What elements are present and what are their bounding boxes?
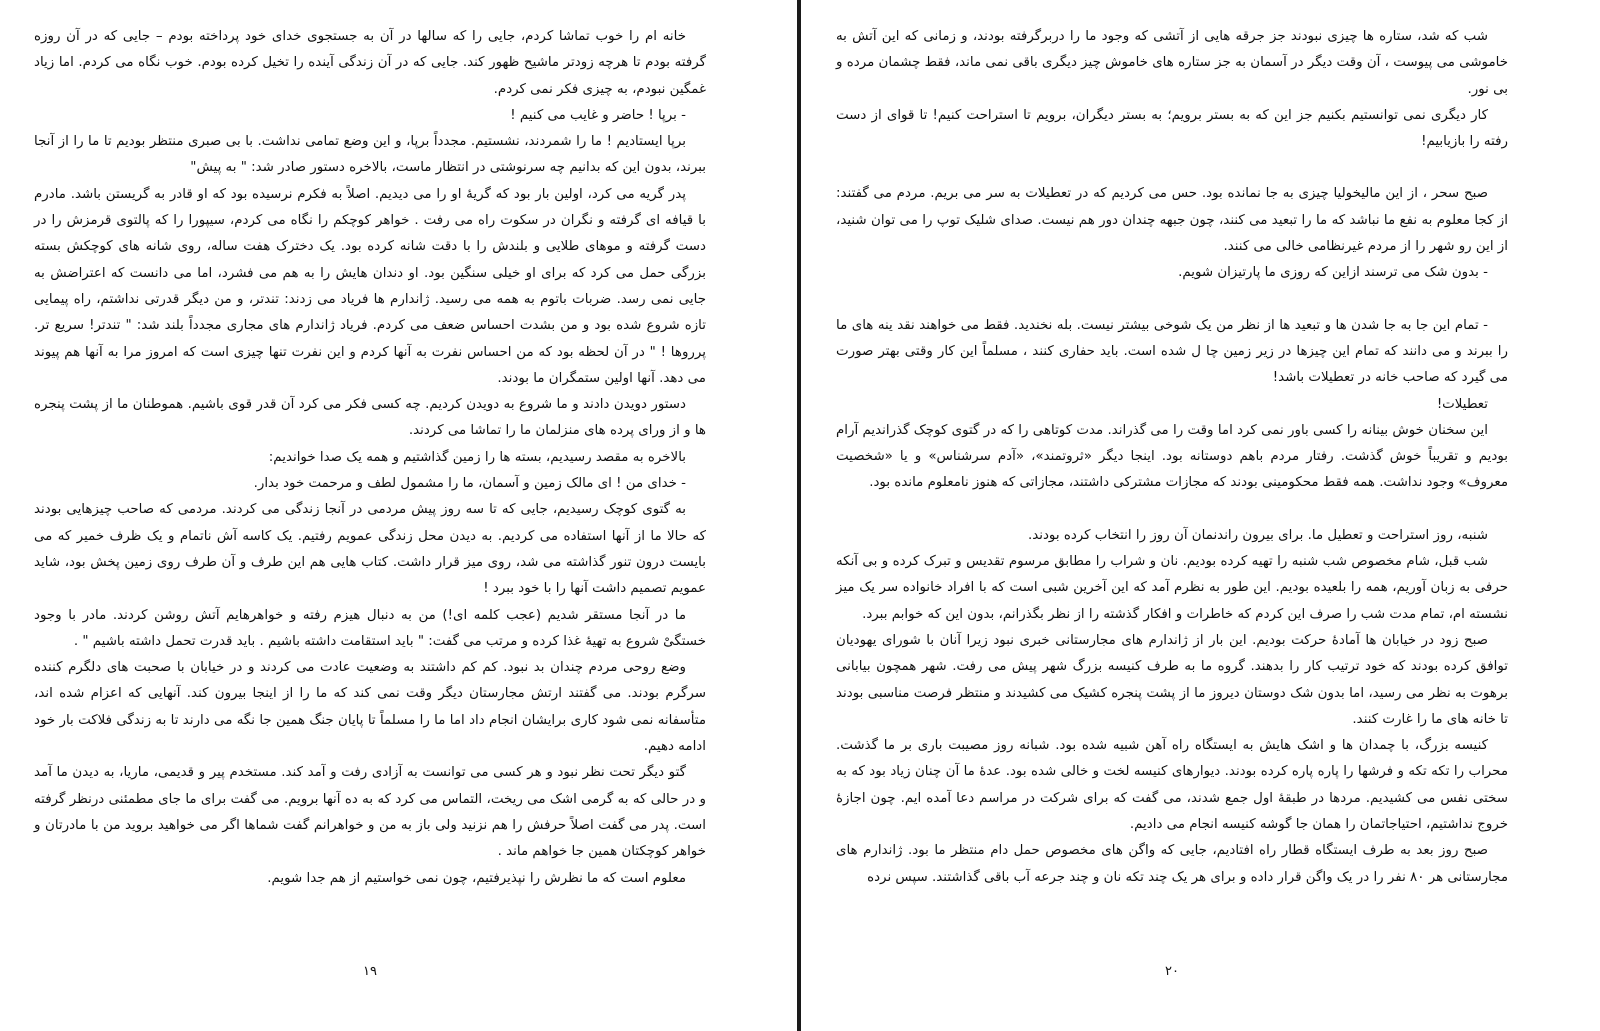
paragraph: کار دیگری نمی توانستیم بکنیم جز این که به بستر برویم؛ به بستر دیگران، برویم تا استراحت کنیم! تا قوای از دست رفته را بازیابیم! [836, 107, 1508, 150]
left-page-text [34, 24, 706, 892]
paragraph: - خدای من ! ای مالک زمین و آسمان، ما را مشمول لطف و مرحمت خود بدار. [253, 476, 686, 492]
paragraph: خانه ام را خوب تماشا کردم، جایی را که سالها در آن به جستجوی خدای خود پرداخته بودم – جایی که در آن روزه گرفته بودم تا هرچه زودتر ماشیح ظهور کند. جایی که در آن زندگی آینده را تخیل کرده بودم. خوب نگاه می کردم. اما زیاد غمگین نبودم، به چیزی فکر نمی کردم. [34, 29, 706, 97]
paragraph: وضع روحی مردم چندان بد نبود. کم کم داشتند به وضعیت عادت می کردند و در خیابان با صحبت های دلگرم کننده سرگرم بودند. می گفتند ارتش مجارستان دیگر وقت نمی کند که ما را از اینجا بیرون کند. آنهایی که اعزام شده اند، متأسفانه نمی شود کاری برایشان انجام داد اما ما را مسلماً تا پایان جنگ همین جا نگه می دارند تا به زندگی فلاکت بار خود ادامه دهیم. [34, 660, 706, 755]
paragraph: گتو دیگر تحت نظر نبود و هر کسی می توانست به آزادی رفت و آمد کند. مستخدم پیر و قدیمی، ماریا، به دیدن ما آمد و در حالی که به گرمی اشک می ریخت، التماس می کرد که به ده آنها برویم. می گفت برای ما جای مطمئنی درنظر گرفته است. پدر می گفت اصلاً حرفش را هم نزنید ولی باز به من و خواهرانم گفت شماها اگر می خواهید بروید من با مادرتان و خواهر کوچکتان همین جا خواهم ماند . [34, 765, 706, 860]
paragraph: - تمام این جا به جا شدن ها و تبعید ها از نظر من یک شوخی بیشتر نیست. بله نخندید. فقط می خواهند نقد ینه های ما را ببرند و می دانند که تمام این چیزها در زیر زمین چا ل شده است. باید حفاری کنند ، مسلماً این کار وقتی بهتر صورت می گیرد که صاحب خانه در تعطیلات باشد! [836, 317, 1508, 386]
paragraph: صبح روز بعد به طرف ایستگاه قطار راه افتادیم، جایی که واگن های مخصوص حمل دام منتظر ما بود. ژاندارم های مجارستانی هر ۸۰ نفر را در یک واگن قرار داده و برای هر یک چند تکه نان و چند جرعه آب باقی گذاشتند. سپس نرده [836, 843, 1508, 885]
left-page [0, 0, 797, 1031]
paragraph: - بدون شک می ترسند ازاین که روزی ما پارتیزان شویم. [1178, 265, 1488, 281]
paragraph: ما در آنجا مستقر شدیم (عجب کلمه ای!) من به دنبال هیزم رفته و خواهرهایم آتش روشن کردند. مادر با وجود خستگیْ شروع به تهیهٔ غذا کرده و مرتب می گفت: " باید استقامت داشته باشیم . باید قدرت تحمل داشته باشیم " . [34, 607, 706, 649]
paragraph: به گتوی کوچک رسیدیم، جایی که تا سه روز پیش مردمی در آنجا زندگی می کردند. مردمی که صاحب چیزهایی بودند که حالا ما از آنها استفاده می کردیم. به دیدن محل زندگی عمویم رفتیم. یک کاسه آش ناتمام و یک ظرف خمیر که می بایست درون تنور گذاشته می شد، روی میز قرار داشت. کتاب هایی هم این طرف و آن طرف روی زمین پخش بود، شاید عمویم تصمیم داشت آنها را با خود ببرد ! [34, 502, 706, 597]
right-page-number: ۲۰ [1165, 964, 1179, 979]
paragraph: شب که شد، ستاره ها چیزی نبودند جز جرقه هایی از آتشی که وجود ما را دربرگرفته بودند، و زمانی که این آتش به خاموشی می پیوست ، آن وقت دیگر در آسمان به جز ستاره های خاموش چیز دیگری باقی نمی ماند، فقط چشمان مرده و بی نور. [836, 29, 1508, 97]
paragraph: تعطیلات! [1436, 396, 1488, 412]
paragraph: شب قبل، شام مخصوص شب شنبه را تهیه کرده بودیم. نان و شراب را مطابق مرسوم تقدیس و تبرک کرده و بی آنکه حرفی به زبان آوریم، همه را بلعیده بودیم. این طور به نظرم آمد که این آخرین شبی است که با افراد خانواده سر یک میز نشسته ام، تمام مدت شب را صرف این کردم که خاطرات و افکار گذشته را از نظر بگذرانم، بدون این که خوابم ببرد. [836, 554, 1508, 622]
paragraph: - برپا ! حاضر و غایب می کنیم ! [510, 107, 686, 123]
paragraph: این سخنان خوش بینانه را کسی باور نمی کرد اما وقت را می گذراند. مدت کوتاهی را که در گتوی کوچک گذراندیم آرام بودیم و تقریباً خوش گذشت. رفتار مردم باهم دوستانه بود. اینجا دیگر «ثروتمند»، «آدم سرشناس» و یا «شخصیت معروف» وجود نداشت. همه فقط محکومینی بودند که مجازات مشترکی داشتند، مجازاتی که هنوز نامعلوم مانده بود. [836, 422, 1508, 491]
paragraph: دستور دویدن دادند و ما شروع به دویدن کردیم. چه کسی فکر می کرد آن قدر قوی باشیم. هموطنان ما از پشت پنجره ها و از ورای پرده های منزلمان ما را تماشا می کردند. [34, 397, 706, 439]
paragraph: پدر گریه می کرد، اولین بار بود که گریهٔ او را می دیدیم. اصلاً به فکرم نرسیده بود که او قادر به گریستن باشد. مادرم با قیافه ای گرفته و نگران در سکوت راه می رفت . خواهر کوچکم را نگاه می کردم، سیپورا را که پالتوی قرمزش را در دست گرفته و موهای طلایی و بلندش را با دقت شانه کرده بود. یک دخترک هفت ساله، روی شانه های کوچکش بسته بزرگی حمل می کرد که برای او خیلی سنگین بود. او دندان هایش را به هم می فشرد، اما می دانست که اعتراضش به جایی نمی رسد. ضربات باتوم به همه می رسید. ژاندارم ها فریاد می زدند: تندتر، و من دیگر قدرتی نداشتم، راه پیمایی تازه شروع شده بود و من بشدت احساس ضعف می کردم. فریاد ژاندارم های مجاری مجدداً بلند شد: " تندتر! سریع تر. پرروها ! " در آن لحظه بود که من احساس نفرت به آنها کردم و این نفرت تنها چیزی است که امروز مرا به آنها هم پیوند می دهد. آنها اولین ستمگران ما بودند. [34, 186, 706, 386]
left-page-number: ۱۹ [363, 964, 377, 979]
paragraph: برپا ایستادیم ! ما را شمردند، نشستیم. مجدداً برپا، و این وضع تمامی نداشت. با بی صبری منتظر بودیم تا ما را از آنجا ببرند، بدون این که بدانیم چه سرنوشتی در انتظار ماست، بالاخره دستور صادر شد: " به پیش" [34, 134, 706, 176]
right-page-text [836, 24, 1508, 891]
paragraph: صبح سحر ، از این مالیخولیا چیزی به جا نمانده بود. حس می کردیم که در تعطیلات به سر می بریم. مردم می گفتند: از کجا معلوم به نفع ما نباشد که ما را تبعید می کنند، چون جبهه چندان دور هم نیست. صدای شلیک توپ را می توان شنید، از این رو شهر را از مردم غیرنظامی خالی می کنند. [836, 186, 1508, 255]
paragraph: صبح زود در خیابان ها آمادهٔ حرکت بودیم. این بار از ژاندارم های مجارستانی خبری نبود زیرا آنان با شورای یهودیان توافق کرده بودند که خود ترتیب کار را بدهند. گروه ما به طرف کنیسه بزرگ شهر پیش می رفت. شهر همچون بیابانی برهوت به نظر می رسید، اما بدون شک دوستان دیروز ما از پشت پنجره کشیک می کشیدند و منتظر فرصت مناسبی بودند تا خانه های ما را غارت کنند. [836, 632, 1508, 727]
paragraph: معلوم است که ما نظرش را نپذیرفتیم، چون نمی خواستیم از هم جدا شویم. [267, 870, 686, 886]
paragraph: بالاخره به مقصد رسیدیم، بسته ها را زمین گذاشتیم و همه یک صدا خواندیم: [268, 449, 686, 465]
paragraph: شنبه، روز استراحت و تعطیل ما. برای بیرون راندنمان آن روز را انتخاب کرده بودند. [1027, 527, 1488, 543]
right-page [801, 0, 1600, 1031]
paragraph: کنیسه بزرگ، با چمدان ها و اشک هایش به ایستگاه راه آهن شبیه شده بود. شبانه روز مصیبت باری بر ما گذشت. محراب را تکه تکه و فرشها را پاره پاره کرده بودند. دیوارهای کنیسه لخت و خالی شده بود. عدهٔ ما آن چنان زیاد بود که به سختی نفس می کشیدیم. مردها در طبقهٔ اول جمع شدند، می گفت که برای شرکت در مراسم دعا آمده ایم. چون اجازهٔ خروج نداشتیم، احتیاجاتمان را همان جا گوشه کنیسه انجام می دادیم. [836, 738, 1508, 833]
